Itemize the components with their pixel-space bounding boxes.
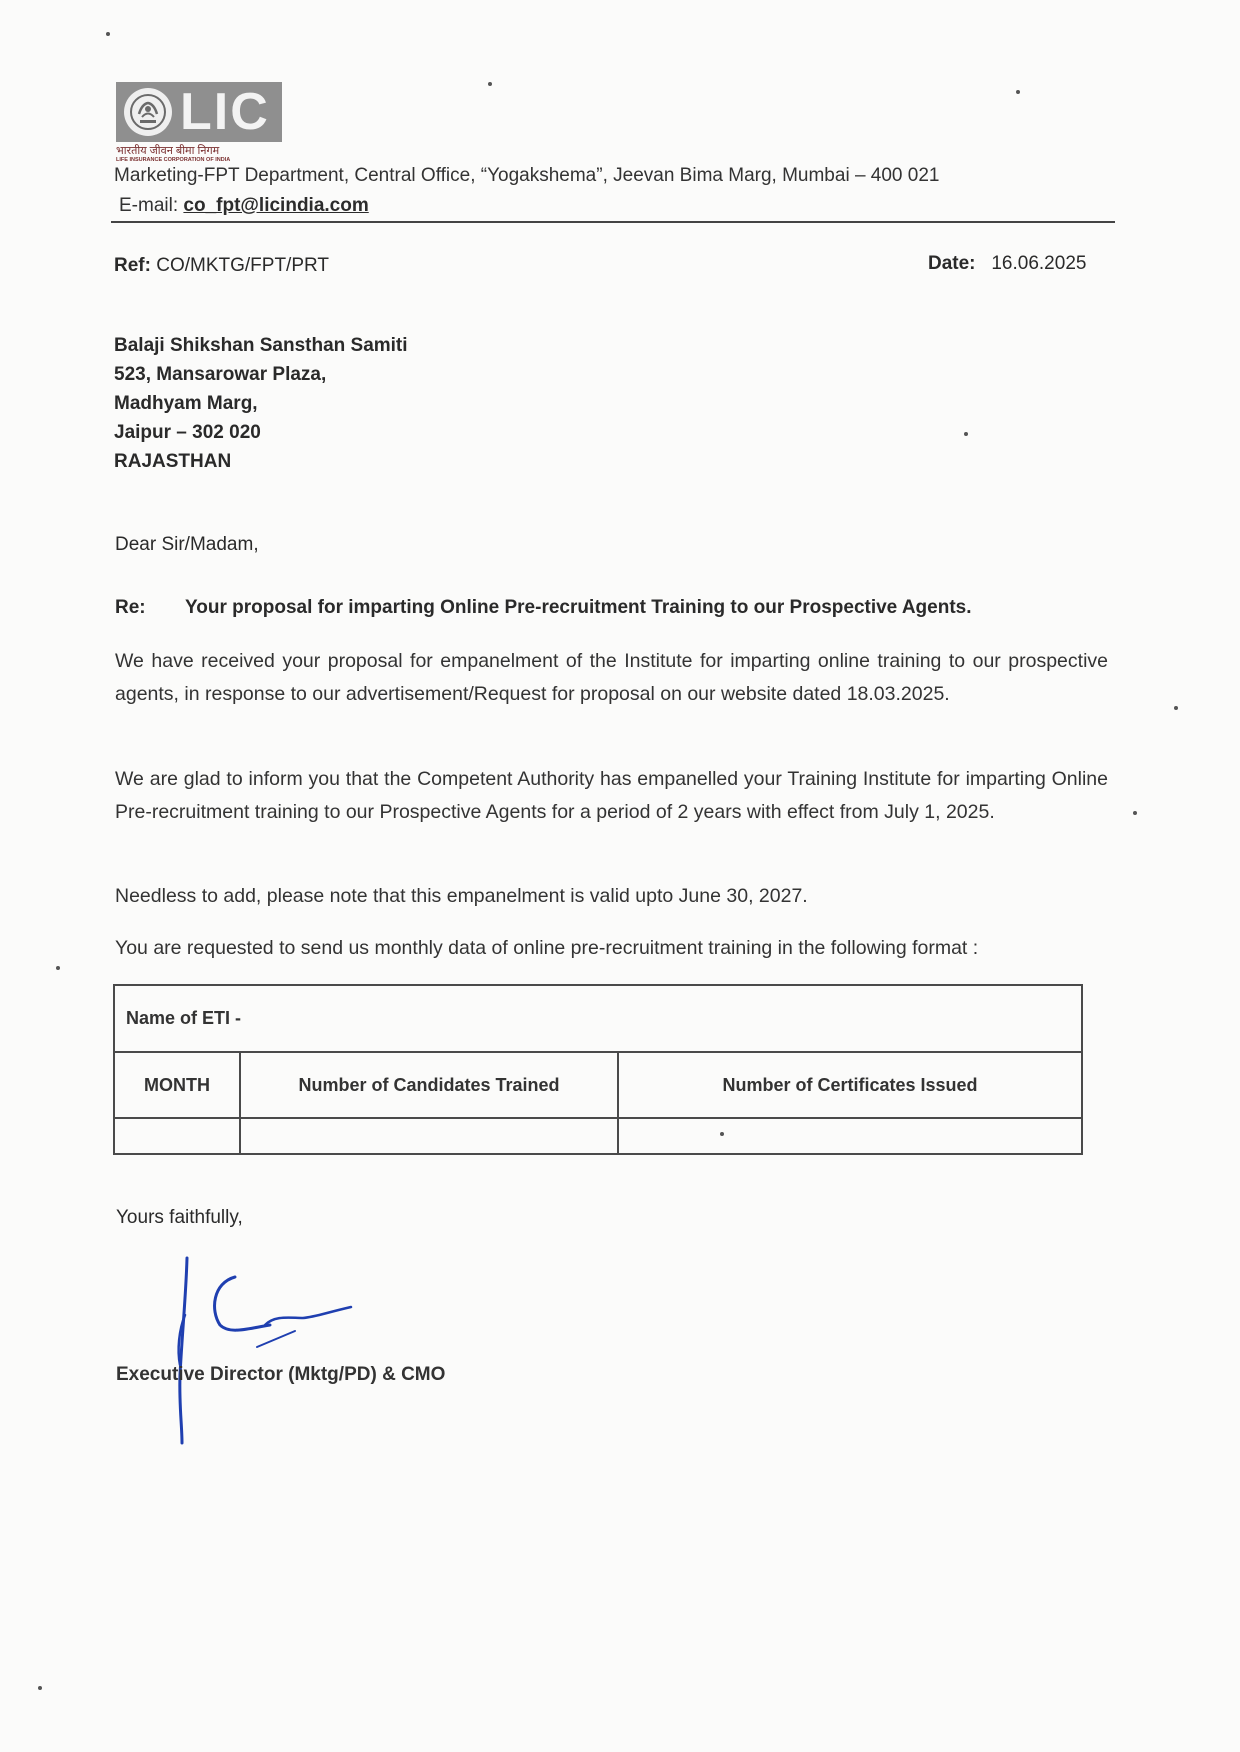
table-cell: [114, 1118, 240, 1154]
eti-name-cell: Name of ETI -: [114, 985, 1082, 1052]
logo-text: LIC: [180, 83, 270, 141]
body-paragraph: We have received your proposal for empanelment of the Institute for imparting online training to our prospective agents, in response to our advertisement/Request for proposal on our website dated 18.03.2025.: [115, 650, 1108, 705]
addressee-line: Madhyam Marg,: [114, 393, 258, 414]
table-cell: [618, 1118, 1082, 1154]
lic-emblem-icon: [124, 88, 172, 136]
logo-english-text: LIFE INSURANCE CORPORATION OF INDIA: [116, 157, 231, 163]
reference-number: [114, 255, 329, 277]
header-divider: [111, 221, 1115, 223]
addressee-line: Jaipur – 302 020: [114, 422, 261, 443]
column-header-month: MONTH: [114, 1052, 240, 1118]
table-header-row: [114, 1052, 1082, 1118]
column-header-certificates: Number of Certificates Issued: [618, 1052, 1082, 1118]
salutation: Dear Sir/Madam,: [115, 534, 259, 555]
addressee-line: RAJASTHAN: [114, 451, 232, 472]
body-paragraph: Needless to add, please note that this empanelment is valid upto June 30, 2027.: [115, 885, 808, 907]
subject-text: Your proposal for imparting Online Pre-recruitment Training to our Prospective Agents.: [185, 597, 972, 618]
logo-hindi-text: भारतीय जीवन बीमा निगम: [116, 145, 220, 157]
body-paragraph: We are glad to inform you that the Competent Authority has empanelled your Training Institute for imparting Online Pre-recruitment training to our Prospective Agents for a period of 2 years with effect from July 1, 2025.: [115, 768, 1108, 823]
addressee-block: [114, 331, 408, 476]
scan-speck: [488, 82, 492, 86]
scan-speck: [1016, 90, 1020, 94]
letterhead-address: Marketing-FPT Department, Central Office, “Yogakshema”, Jeevan Bima Marg, Mumbai – 400 021: [114, 165, 940, 186]
letterhead-email-line: [119, 195, 369, 217]
scan-speck: [56, 966, 60, 970]
table-row: [114, 1118, 1082, 1154]
subject-line: [115, 597, 972, 619]
lic-logo: [116, 82, 286, 164]
body-paragraph: You are requested to send us monthly data of online pre-recruitment training in the following format :: [115, 937, 979, 959]
date-value: 16.06.2025: [991, 253, 1087, 274]
table-cell: [240, 1118, 618, 1154]
sign-off: Yours faithfully,: [116, 1207, 243, 1228]
scan-speck: [1174, 706, 1178, 710]
logo-box: [116, 82, 282, 142]
addressee-line: 523, Mansarowar Plaza,: [114, 364, 327, 385]
email-label: E-mail:: [119, 195, 179, 216]
ref-label: Ref:: [114, 255, 151, 276]
addressee-line: Balaji Shikshan Sansthan Samiti: [114, 335, 408, 356]
reporting-format-table: [113, 984, 1083, 1155]
ref-value: CO/MKTG/FPT/PRT: [156, 255, 329, 276]
email-link[interactable]: co_fpt@licindia.com: [183, 195, 369, 216]
column-header-candidates: Number of Candidates Trained: [240, 1052, 618, 1118]
scan-speck: [964, 432, 968, 436]
letter-date: [928, 253, 1086, 275]
scan-speck: [720, 1132, 724, 1136]
table-row: [114, 985, 1082, 1052]
scan-speck: [1133, 811, 1137, 815]
signatory-designation: Executive Director (Mktg/PD) & CMO: [116, 1364, 446, 1385]
handwritten-signature: [155, 1255, 355, 1450]
date-label: Date:: [928, 253, 976, 274]
scan-speck: [106, 32, 110, 36]
scan-speck: [38, 1686, 42, 1690]
subject-label: Re:: [115, 597, 146, 618]
